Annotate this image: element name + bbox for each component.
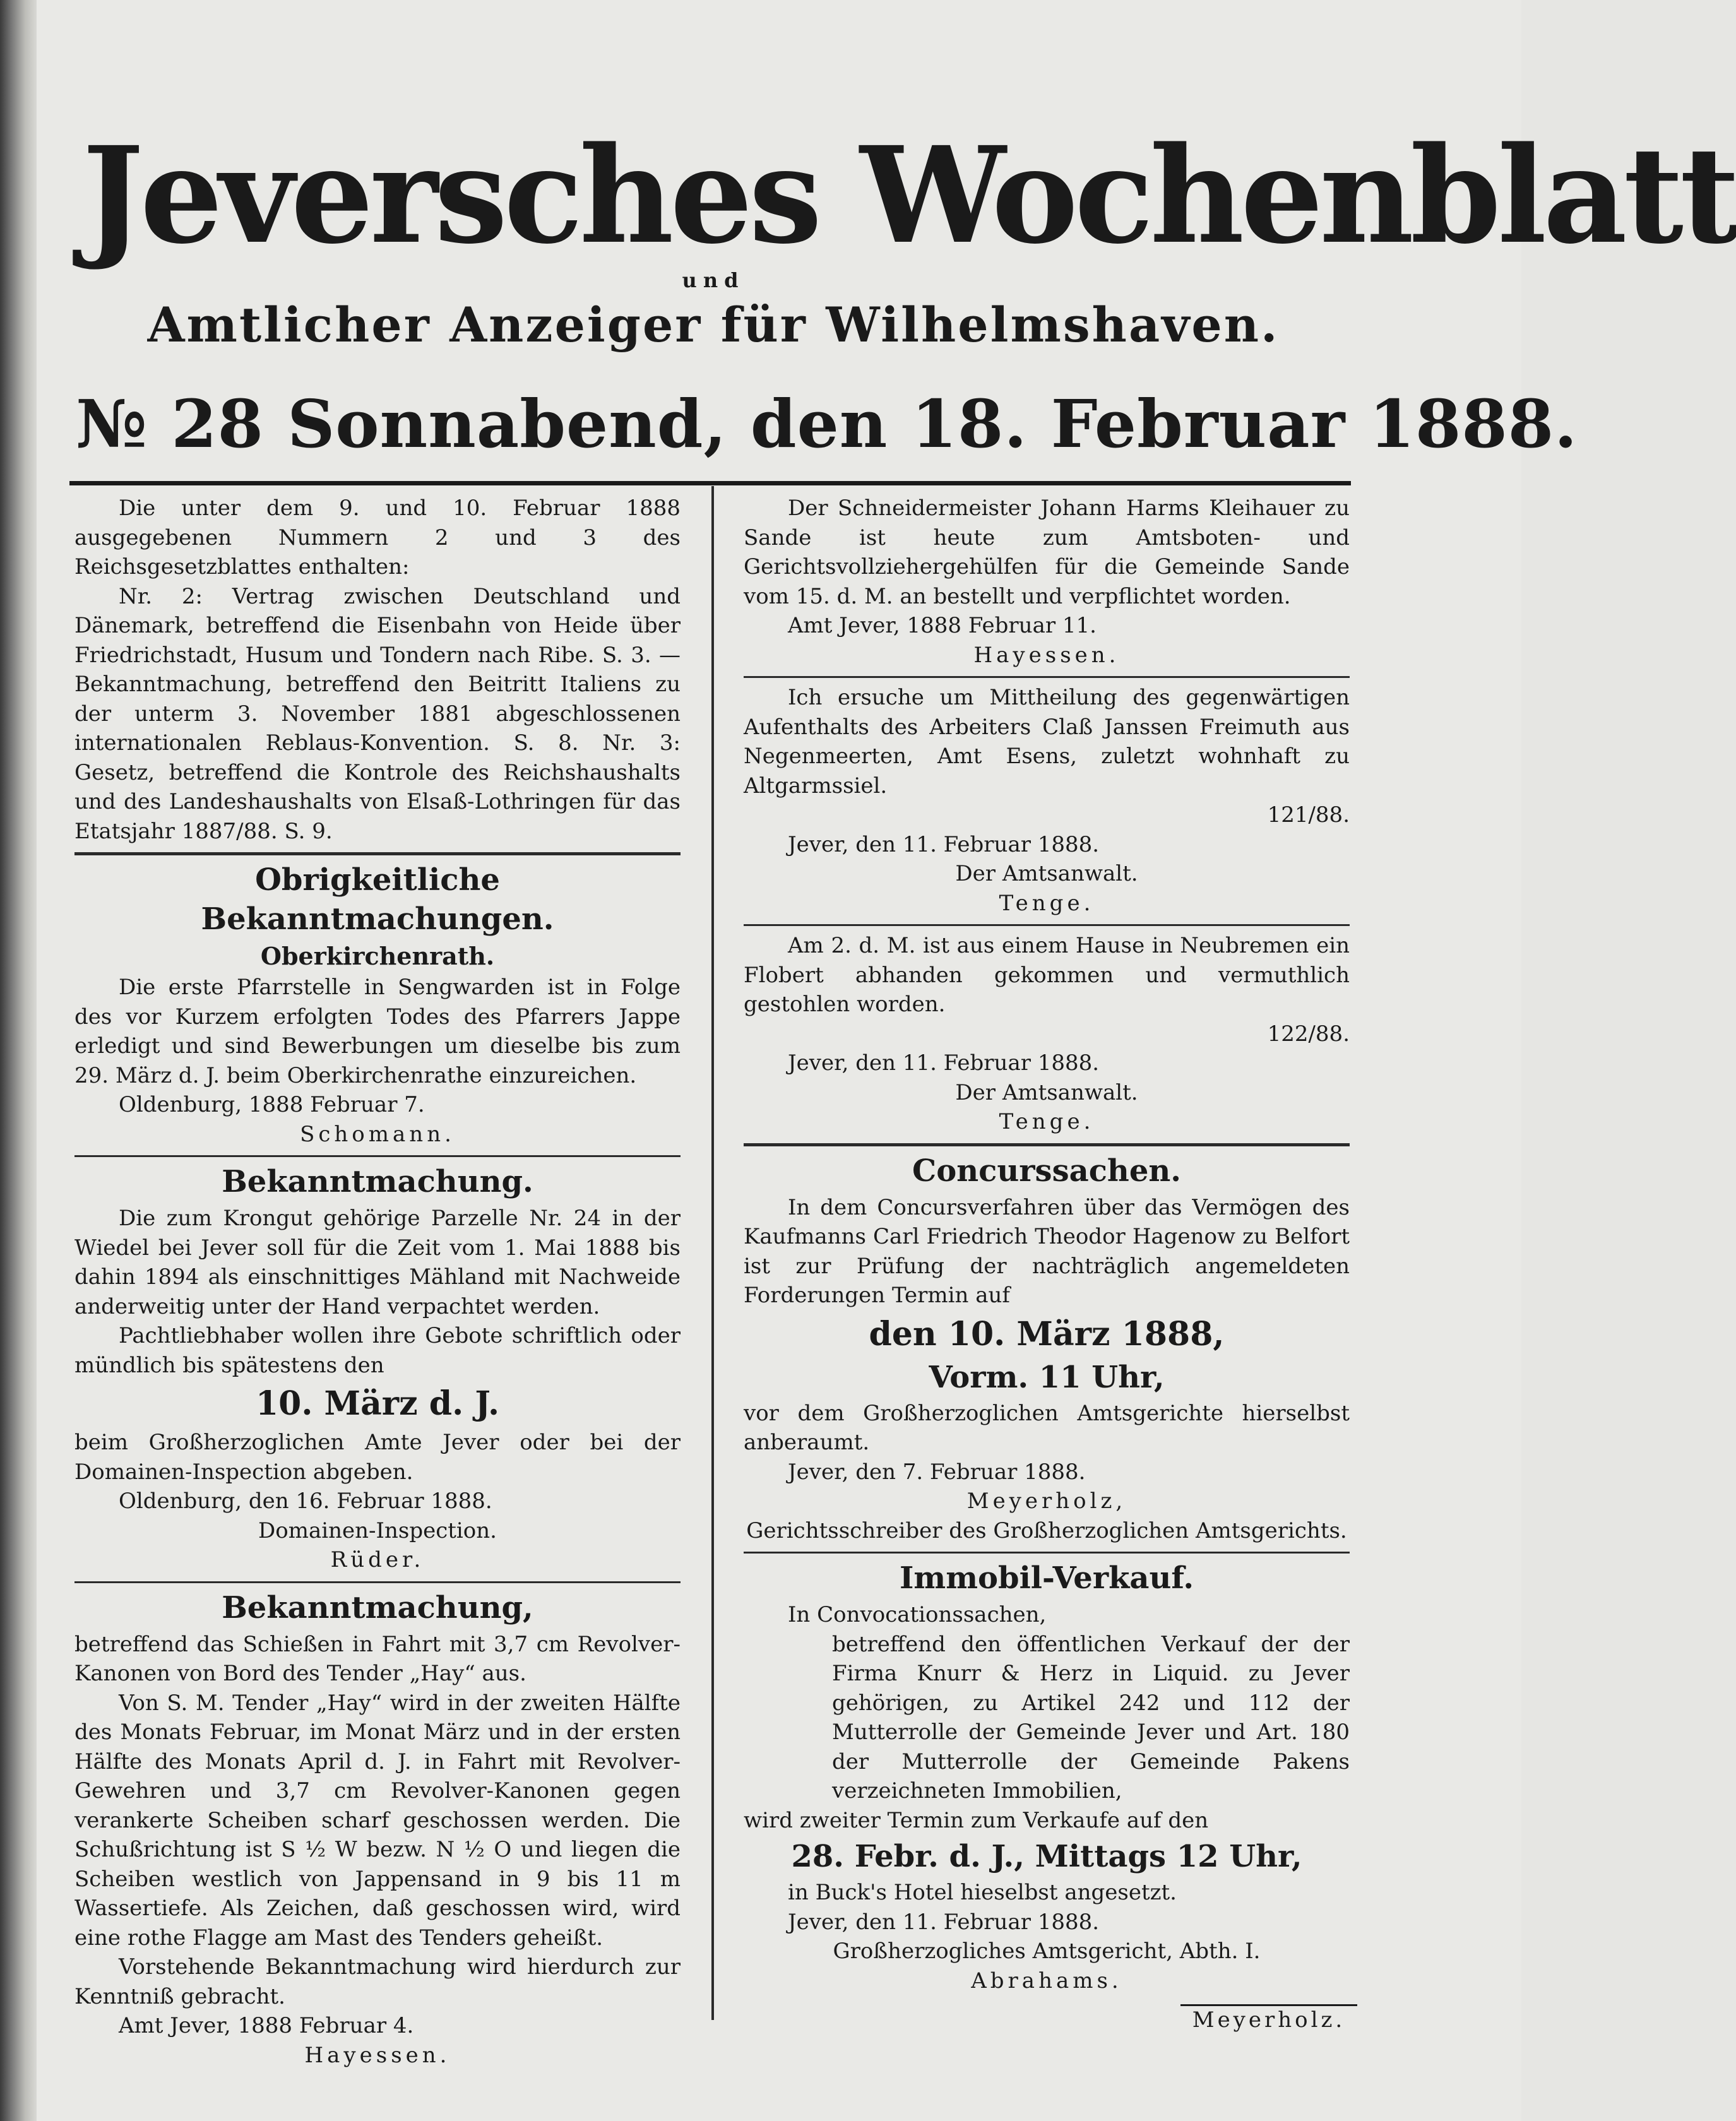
intro-contents: Nr. 2: Vertrag zwischen Deutschland und Dänemark, betreffend die Eisenbahn von Heide über Friedrichstadt, Husum und Tondern nach Ribe. S. 3. — Bekanntmachung, betreffend den Beitritt Italiens zu der unterm 3. November 1881 abgeschlossenen internationalen Reblaus-Konvention. S. 8. Nr. 3: Gesetz, betreffend die Kontrole des Reichshaushalts und des Landeshaushalts von Elsaß-Lothringen für das Etatsjahr 1887/88. S. 9.: [74, 583, 681, 844]
notice-subject: betreffend das Schießen in Fahrt mit 3,7 cm Revolver-Kanonen von Bord des Tender „Hay“ aus.: [74, 1631, 681, 1686]
section-subheading: Oberkirchenrath.: [260, 942, 495, 970]
notice-body: Pachtliebhaber wollen ihre Gebote schriftlich oder mündlich bis spätestens den: [74, 1323, 681, 1378]
notice-reference: 121/88.: [1267, 802, 1350, 828]
page-binding-edge: [0, 0, 37, 2121]
notice-body: Vorstehende Bekanntmachung wird hierdurch zur Kenntniß gebracht.: [74, 1954, 681, 2009]
notice-signature: Hayessen.: [973, 642, 1120, 668]
concurs-section: [744, 1151, 1350, 1546]
notice-office: Der Amtsanwalt.: [955, 861, 1138, 886]
notice-body: in Buck's Hotel hieselbst angesetzt.: [788, 1880, 1177, 1905]
notice-signature: Abrahams.: [971, 1968, 1122, 1993]
notice-signature: Hayessen.: [304, 2042, 451, 2068]
notice-body: wird zweiter Termin zum Verkaufe auf den: [744, 1807, 1209, 1833]
notice-heading: Bekanntmachung,: [222, 1589, 533, 1625]
notice-place-date: Jever, den 7. Februar 1888.: [788, 1459, 1086, 1485]
reichsgesetzblatt-notice: [74, 494, 681, 846]
notice-place-date: Oldenburg, den 16. Februar 1888.: [119, 1488, 492, 1514]
notice-body: Die zum Krongut gehörige Parzelle Nr. 24 in der Wiedel bei Jever soll für die Zeit vom 1. Mai 1888 bis dahin 1894 als einschnittiges Mähland mit Nachweide anderweitig unter der Hand verpachtet werden.: [74, 1206, 681, 1319]
notice-body: In dem Concursverfahren über das Vermögen des Kaufmanns Carl Friedrich Theodor Hagenow zu Belfort ist zur Prüfung der nachträglich angemeldeten Forderungen Termin auf: [744, 1194, 1350, 1308]
notice-place-date: Jever, den 11. Februar 1888.: [788, 1909, 1100, 1935]
hearing-date: den 10. März 1888,: [869, 1314, 1225, 1353]
notice-place-date: Oldenburg, 1888 Februar 7.: [119, 1092, 425, 1117]
notice-heading: Bekanntmachung.: [222, 1164, 533, 1199]
issue-number: № 28: [76, 385, 264, 463]
schiessen-notice: [74, 1588, 681, 2070]
aufenthalt-notice: [744, 683, 1350, 918]
section-divider: [74, 1581, 681, 1583]
right-column: [744, 494, 1350, 2000]
masthead-title: Jeversches Wochenblatt: [82, 117, 1736, 273]
notice-body: betreffend den öffentlichen Verkauf der der Firma Knurr & Herz in Liquid. zu Jever gehörigen, zu Artikel 242 und 112 der Mutterrolle der Gemeinde Jever und Art. 180 der Mutterrolle der Gemeinde Pakens verzeichneten Immobilien,: [832, 1631, 1350, 1803]
notice-signature: Schomann.: [300, 1121, 455, 1147]
notice-body: Am 2. d. M. ist aus einem Hause in Neubremen ein Flobert abhanden gekommen und vermuthlich gestohlen worden.: [744, 933, 1350, 1017]
section-divider: [744, 924, 1350, 926]
sale-date: 28. Febr. d. J., Mittags 12 Uhr,: [791, 1839, 1302, 1874]
notice-office: Gerichtsschreiber des Großherzoglichen Amtsgerichts.: [746, 1518, 1347, 1543]
notice-signature: Rüder.: [330, 1547, 425, 1572]
notice-place-date: Jever, den 11. Februar 1888.: [788, 831, 1100, 857]
masthead-rule: [69, 481, 1351, 485]
issue-date: Sonnabend, den 18. Februar 1888.: [287, 385, 1578, 463]
section-divider: [74, 852, 681, 855]
flobert-notice: [744, 931, 1350, 1137]
section-heading: Obrigkeitliche Bekanntmachungen.: [201, 862, 554, 937]
notice-office: Domainen-Inspection.: [258, 1518, 497, 1543]
notice-signature: Tenge.: [999, 1109, 1095, 1134]
masthead-subtitle: Amtlicher Anzeiger für Wilhelmshaven.: [147, 297, 1280, 353]
section-heading: Concurssachen.: [912, 1153, 1181, 1189]
notice-place-date: Jever, den 11. Februar 1888.: [788, 1050, 1100, 1076]
notice-place-date: Amt Jever, 1888 Februar 11.: [788, 613, 1097, 638]
section-divider: [744, 676, 1350, 678]
left-column: [74, 494, 681, 2075]
hearing-time: Vorm. 11 Uhr,: [929, 1359, 1165, 1395]
section-divider: [744, 1552, 1350, 1554]
notice-signature: Meyerholz,: [966, 1488, 1127, 1514]
notice-deadline: 10. März d. J.: [255, 1384, 500, 1423]
obrigkeitliche-section: [74, 860, 681, 1149]
issue-line: [76, 385, 1578, 463]
masthead-und: und: [682, 268, 745, 292]
immobil-section: [744, 1559, 1350, 1995]
notice-office: Großherzogliches Amtsgericht, Abth. I.: [833, 1939, 1261, 1964]
notice-signature: Tenge.: [999, 890, 1095, 916]
notice-body: Die erste Pfarrstelle in Sengwarden ist in Folge des vor Kurzem erfolgten Todes des Pfarrers Jappe erledigt und sind Bewerbungen um dieselbe bis zum 29. März d. J. beim Oberkirchenrathe einzureichen.: [74, 975, 681, 1088]
notice-body: vor dem Großherzoglichen Amtsgerichte hierselbst anberaumt.: [744, 1400, 1350, 1455]
section-divider: [74, 1155, 681, 1157]
notice-body: beim Großherzoglichen Amte Jever oder bei der Domainen-Inspection abgeben.: [74, 1430, 681, 1485]
amtsbote-notice: [744, 494, 1350, 670]
notice-place-date: Amt Jever, 1888 Februar 4.: [119, 2013, 414, 2038]
notice-body: Ich ersuche um Mittheilung des gegenwärtigen Aufenthalts des Arbeiters Claß Janssen Freimuth aus Negenmeerten, Amt Esens, zuletzt wohnhaft zu Altgarmssiel.: [744, 685, 1350, 799]
tail-signature: Meyerholz.: [1192, 2007, 1346, 2033]
notice-office: Der Amtsanwalt.: [955, 1079, 1138, 1105]
section-divider: [744, 1143, 1350, 1146]
column-divider: [711, 486, 714, 2020]
notice-intro: In Convocationssachen,: [788, 1602, 1047, 1627]
tail-rule: [1180, 2004, 1357, 2006]
notice-body: Von S. M. Tender „Hay“ wird in der zweiten Hälfte des Monats Februar, im Monat März und in der ersten Hälfte des Monats April d. J. in Fahrt mit Revolver-Gewehren und 3,7 cm Revolver-Kanonen gegen verankerte Scheiben scharf geschossen werden. Die Schußrichtung ist S ½ W bezw. N ½ O und liegen die Scheiben westlich von Jappensand in 9 bis 11 m Wassertiefe. Als Zeichen, daß geschossen wird, wird eine rothe Flagge am Mast des Tenders geheißt.: [74, 1690, 681, 1951]
notice-body: Der Schneidermeister Johann Harms Kleihauer zu Sande ist heute zum Amtsboten- und Gerichtsvollziehergehülfen für die Gemeinde Sande vom 15. d. M. an bestellt und verpflichtet worden.: [744, 496, 1350, 609]
intro-paragraph: Die unter dem 9. und 10. Februar 1888 ausgegebenen Nummern 2 und 3 des Reichsgesetzblattes enthalten:: [74, 496, 681, 579]
notice-reference: 122/88.: [1267, 1021, 1350, 1047]
section-heading: Immobil-Verkauf.: [899, 1560, 1194, 1596]
krongut-notice: [74, 1162, 681, 1575]
